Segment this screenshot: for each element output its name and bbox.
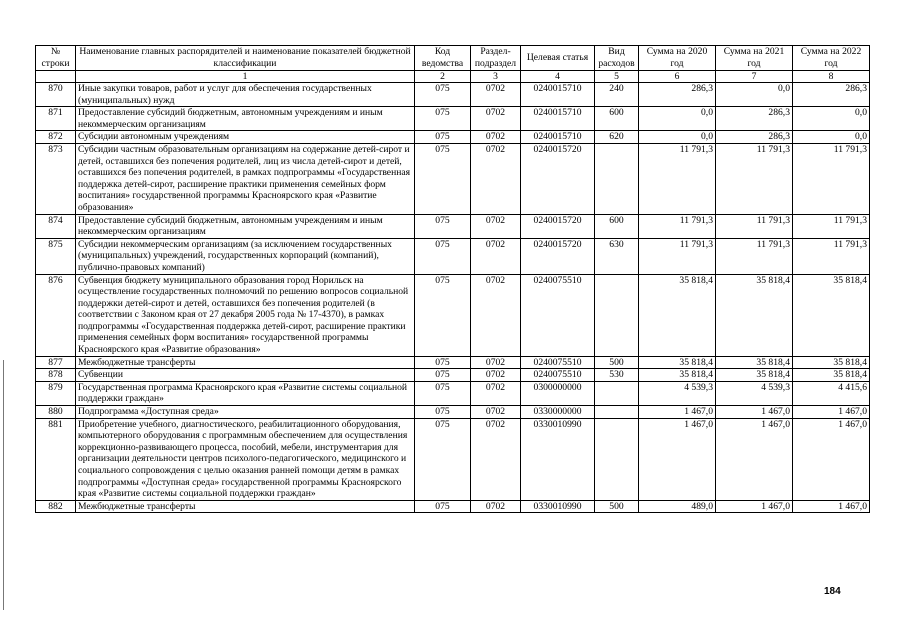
table-row bbox=[36, 274, 870, 356]
expense-type-code bbox=[595, 381, 639, 405]
expense-type-code: 500 bbox=[595, 500, 639, 513]
sum-2022: 11 791,3 bbox=[793, 214, 870, 238]
page-number: 184 bbox=[824, 586, 841, 597]
sum-2020: 489,0 bbox=[639, 500, 716, 513]
header-row bbox=[36, 46, 870, 71]
sum-2020: 4 539,3 bbox=[639, 381, 716, 405]
section-code: 0702 bbox=[471, 83, 521, 107]
sum-2020: 11 791,3 bbox=[639, 143, 716, 214]
expense-type-code: 600 bbox=[595, 214, 639, 238]
sum-2021: 1 467,0 bbox=[716, 406, 793, 419]
column-number: 7 bbox=[716, 71, 793, 83]
header-sum-2022: Сумма на 2022 год bbox=[793, 46, 870, 71]
sum-2020: 11 791,3 bbox=[639, 238, 716, 274]
expense-type-code: 620 bbox=[595, 131, 639, 144]
department-code: 075 bbox=[415, 107, 471, 131]
sum-2022: 4 415,6 bbox=[793, 381, 870, 405]
expense-type-code: 530 bbox=[595, 369, 639, 382]
sum-2022: 1 467,0 bbox=[793, 418, 870, 500]
row-name: Предоставление субсидий бюджетным, автономным учреждениям и иным некоммерческим организациям bbox=[76, 214, 415, 238]
header-row-number: № строки bbox=[36, 46, 76, 71]
expense-type-code: 500 bbox=[595, 356, 639, 369]
table-row bbox=[36, 214, 870, 238]
sum-2021: 4 539,3 bbox=[716, 381, 793, 405]
row-name: Межбюджетные трансферты bbox=[76, 356, 415, 369]
department-code: 075 bbox=[415, 238, 471, 274]
sum-2020: 35 818,4 bbox=[639, 369, 716, 382]
section-code: 0702 bbox=[471, 214, 521, 238]
row-name: Субвенция бюджету муниципального образования город Норильск на осуществление государственных полномочий по решению вопросов социальной поддержки детей-сирот и детей, оставшихся без попечения родителей (в соответствии с Законом края от 27 декабря 2005 года № 17-4370), в рамках подпрограммы «Государственная поддержка детей-сирот, расширение практики применения семейных форм воспитания» государственной программы Красноярского края «Развитие образования» bbox=[76, 274, 415, 356]
sum-2021: 1 467,0 bbox=[716, 418, 793, 500]
section-code: 0702 bbox=[471, 356, 521, 369]
table-row bbox=[36, 500, 870, 513]
column-number: 4 bbox=[521, 71, 595, 83]
sum-2021: 11 791,3 bbox=[716, 238, 793, 274]
table-row bbox=[36, 418, 870, 500]
sum-2020: 286,3 bbox=[639, 83, 716, 107]
column-number-row bbox=[36, 71, 870, 83]
row-number: 880 bbox=[36, 406, 76, 419]
header-sum-2020: Сумма на 2020 год bbox=[639, 46, 716, 71]
target-item-code: 0240015720 bbox=[521, 238, 595, 274]
department-code: 075 bbox=[415, 356, 471, 369]
expense-type-code: 240 bbox=[595, 83, 639, 107]
row-name: Государственная программа Красноярского края «Развитие системы социальной поддержки граждан» bbox=[76, 381, 415, 405]
department-code: 075 bbox=[415, 83, 471, 107]
row-name: Подпрограмма «Доступная среда» bbox=[76, 406, 415, 419]
sum-2022: 35 818,4 bbox=[793, 369, 870, 382]
row-name: Иные закупки товаров, работ и услуг для обеспечения государственных (муниципальных) нужд bbox=[76, 83, 415, 107]
sum-2021: 1 467,0 bbox=[716, 500, 793, 513]
column-number bbox=[36, 71, 76, 83]
target-item-code: 0240075510 bbox=[521, 356, 595, 369]
budget-table bbox=[35, 45, 870, 513]
department-code: 075 bbox=[415, 143, 471, 214]
sum-2022: 35 818,4 bbox=[793, 274, 870, 356]
section-code: 0702 bbox=[471, 381, 521, 405]
header-name: Наименование главных распорядителей и наименование показателей бюджетной классификации bbox=[76, 46, 415, 71]
row-name: Приобретение учебного, диагностического, реабилитационного оборудования, компьютерного оборудования с программным обеспечением для осуществления коррекционно-развивающего процесса, пособий, мебели, инструментария для организации деятельности центров психолого-педагогического, медицинского и социального сопровождения с целью оказания ранней помощи детям в рамках подпрограммы «Доступная среда» государственной программы Красноярского края «Развитие системы социальной поддержки граждан» bbox=[76, 418, 415, 500]
target-item-code: 0240075510 bbox=[521, 274, 595, 356]
target-item-code: 0240075510 bbox=[521, 369, 595, 382]
row-number: 877 bbox=[36, 356, 76, 369]
section-code: 0702 bbox=[471, 274, 521, 356]
sum-2021: 11 791,3 bbox=[716, 143, 793, 214]
department-code: 075 bbox=[415, 274, 471, 356]
row-number: 874 bbox=[36, 214, 76, 238]
target-item-code: 0330000000 bbox=[521, 406, 595, 419]
row-name: Субсидии автономным учреждениям bbox=[76, 131, 415, 144]
row-name: Субсидии частным образовательным организациям на содержание детей-сирот и детей, оставшихся без попечения родителей, лиц из числа детей-сирот и детей, оставшихся без попечения родителей, в рамках подпрограммы «Государственная поддержка детей-сирот, расширение практики применения семейных форм воспитания» государственной программы Красноярского края «Развитие образования» bbox=[76, 143, 415, 214]
sum-2021: 286,3 bbox=[716, 107, 793, 131]
row-number: 870 bbox=[36, 83, 76, 107]
table-row bbox=[36, 131, 870, 144]
column-number: 8 bbox=[793, 71, 870, 83]
expense-type-code bbox=[595, 406, 639, 419]
expense-type-code bbox=[595, 274, 639, 356]
header-target-item: Целевая статья bbox=[521, 46, 595, 71]
department-code: 075 bbox=[415, 406, 471, 419]
sum-2021: 35 818,4 bbox=[716, 356, 793, 369]
row-number: 872 bbox=[36, 131, 76, 144]
target-item-code: 0330010990 bbox=[521, 418, 595, 500]
row-name: Субсидии некоммерческим организациям (за исключением государственных (муниципальных) учреждений, государственных корпораций (компаний), публично-правовых компаний) bbox=[76, 238, 415, 274]
section-code: 0702 bbox=[471, 418, 521, 500]
table-row bbox=[36, 381, 870, 405]
table-row bbox=[36, 356, 870, 369]
sum-2020: 0,0 bbox=[639, 107, 716, 131]
row-number: 881 bbox=[36, 418, 76, 500]
header-sum-2021: Сумма на 2021 год bbox=[716, 46, 793, 71]
header-section: Раздел-подраздел bbox=[471, 46, 521, 71]
row-number: 882 bbox=[36, 500, 76, 513]
column-number: 3 bbox=[471, 71, 521, 83]
expense-type-code bbox=[595, 418, 639, 500]
target-item-code: 0330010990 bbox=[521, 500, 595, 513]
sum-2022: 11 791,3 bbox=[793, 143, 870, 214]
column-number: 1 bbox=[76, 71, 415, 83]
sum-2021: 0,0 bbox=[716, 83, 793, 107]
sum-2021: 35 818,4 bbox=[716, 274, 793, 356]
column-number: 6 bbox=[639, 71, 716, 83]
department-code: 075 bbox=[415, 381, 471, 405]
sum-2020: 0,0 bbox=[639, 131, 716, 144]
sum-2020: 11 791,3 bbox=[639, 214, 716, 238]
table-row bbox=[36, 83, 870, 107]
target-item-code: 0300000000 bbox=[521, 381, 595, 405]
row-number: 878 bbox=[36, 369, 76, 382]
column-number: 2 bbox=[415, 71, 471, 83]
row-number: 871 bbox=[36, 107, 76, 131]
sum-2021: 11 791,3 bbox=[716, 214, 793, 238]
row-number: 875 bbox=[36, 238, 76, 274]
sum-2020: 1 467,0 bbox=[639, 418, 716, 500]
row-name: Межбюджетные трансферты bbox=[76, 500, 415, 513]
sum-2022: 286,3 bbox=[793, 83, 870, 107]
section-code: 0702 bbox=[471, 500, 521, 513]
section-code: 0702 bbox=[471, 406, 521, 419]
expense-type-code: 630 bbox=[595, 238, 639, 274]
table-row bbox=[36, 369, 870, 382]
sum-2022: 35 818,4 bbox=[793, 356, 870, 369]
row-name: Субвенции bbox=[76, 369, 415, 382]
table-row bbox=[36, 406, 870, 419]
sum-2022: 0,0 bbox=[793, 131, 870, 144]
section-code: 0702 bbox=[471, 143, 521, 214]
expense-type-code: 600 bbox=[595, 107, 639, 131]
sum-2020: 35 818,4 bbox=[639, 356, 716, 369]
table-row bbox=[36, 143, 870, 214]
sum-2021: 286,3 bbox=[716, 131, 793, 144]
header-department-code: Код ведомства bbox=[415, 46, 471, 71]
row-number: 879 bbox=[36, 381, 76, 405]
header-expense-type: Вид расходов bbox=[595, 46, 639, 71]
sum-2020: 35 818,4 bbox=[639, 274, 716, 356]
margin-line bbox=[3, 360, 4, 610]
section-code: 0702 bbox=[471, 107, 521, 131]
department-code: 075 bbox=[415, 418, 471, 500]
table-row bbox=[36, 107, 870, 131]
sum-2022: 1 467,0 bbox=[793, 500, 870, 513]
target-item-code: 0240015710 bbox=[521, 107, 595, 131]
table-row bbox=[36, 238, 870, 274]
sum-2020: 1 467,0 bbox=[639, 406, 716, 419]
target-item-code: 0240015710 bbox=[521, 131, 595, 144]
row-name: Предоставление субсидий бюджетным, автономным учреждениям и иным некоммерческим организациям bbox=[76, 107, 415, 131]
sum-2022: 0,0 bbox=[793, 107, 870, 131]
target-item-code: 0240015720 bbox=[521, 214, 595, 238]
department-code: 075 bbox=[415, 214, 471, 238]
sum-2022: 11 791,3 bbox=[793, 238, 870, 274]
row-number: 876 bbox=[36, 274, 76, 356]
column-number: 5 bbox=[595, 71, 639, 83]
department-code: 075 bbox=[415, 500, 471, 513]
section-code: 0702 bbox=[471, 238, 521, 274]
section-code: 0702 bbox=[471, 369, 521, 382]
department-code: 075 bbox=[415, 369, 471, 382]
department-code: 075 bbox=[415, 131, 471, 144]
sum-2021: 35 818,4 bbox=[716, 369, 793, 382]
row-number: 873 bbox=[36, 143, 76, 214]
sum-2022: 1 467,0 bbox=[793, 406, 870, 419]
target-item-code: 0240015710 bbox=[521, 83, 595, 107]
target-item-code: 0240015720 bbox=[521, 143, 595, 214]
expense-type-code bbox=[595, 143, 639, 214]
section-code: 0702 bbox=[471, 131, 521, 144]
